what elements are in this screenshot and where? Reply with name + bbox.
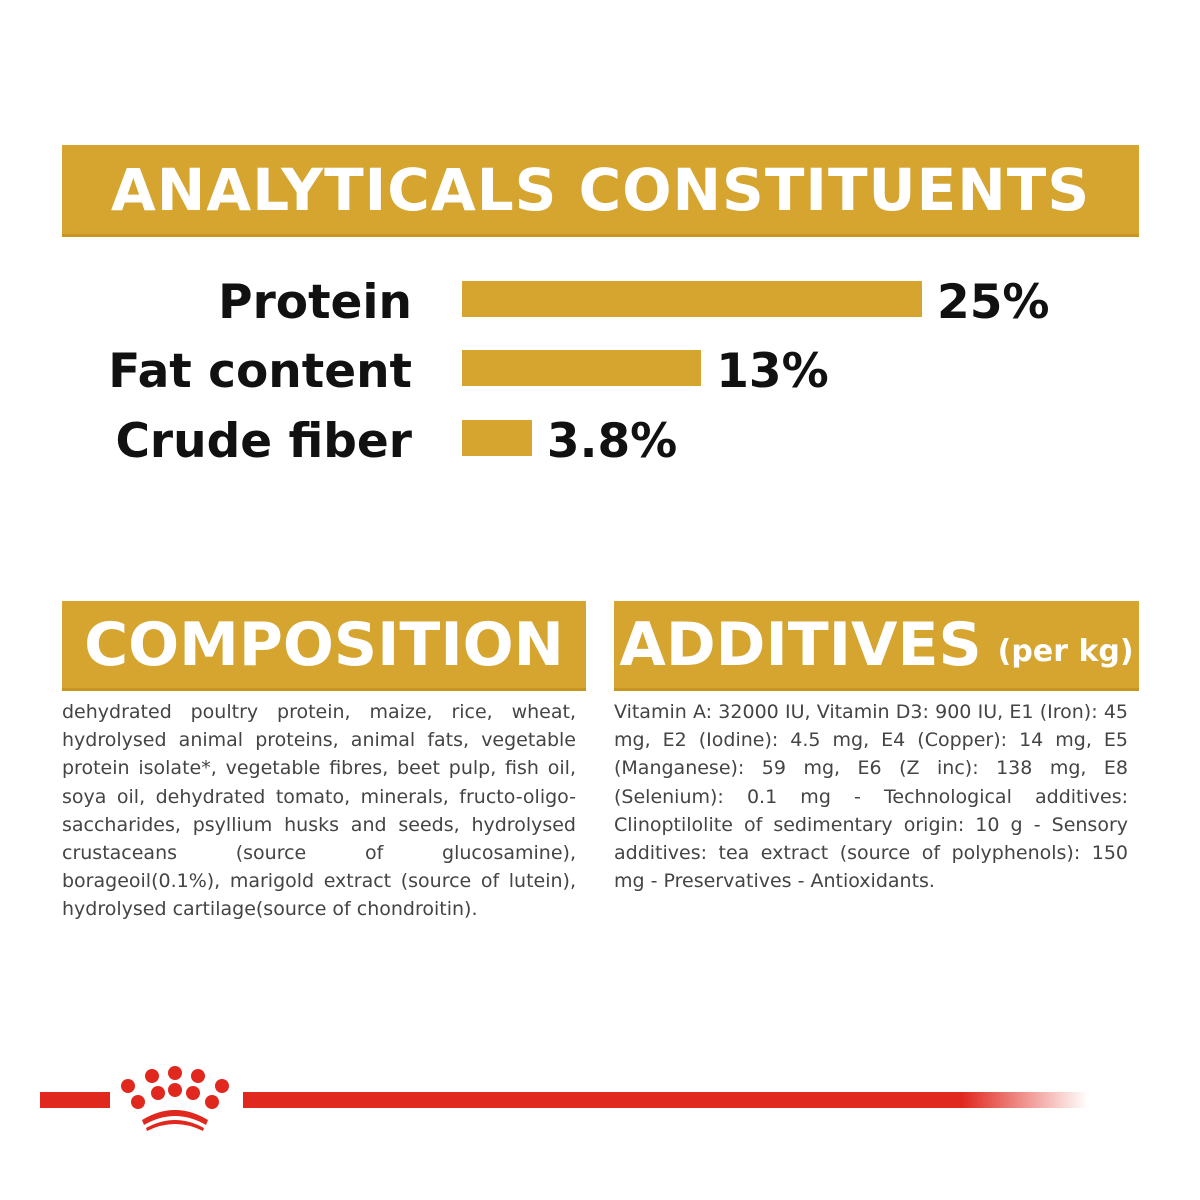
additives-text: Vitamin A: 32000 IU, Vitamin D3: 900 IU, E1 (Iron): 45 mg, E2 (Iodine): 4.5 mg, E4 (Copper): 14 mg, E5 (Manganese): 59 mg, E6 (Z inc): 138 mg, E8 (Selenium): 0.1 mg - Technological additives: Clinoptilolite of sedimentary origin: 10 g - Sensory additives: tea extract (source of polyphenols): 150 mg - Preservatives - Antioxidants. [614, 701, 1128, 893]
additives-banner [614, 601, 1139, 691]
constituent-bar [462, 281, 922, 317]
crown-logo-icon [121, 1066, 229, 1131]
constituent-value: 13% [716, 344, 829, 399]
additives-title: ADDITIVES [619, 609, 982, 680]
constituent-label: Fat content [108, 344, 412, 399]
constituent-value: 3.8% [546, 414, 678, 469]
additives-subtitle: (per kg) [997, 634, 1134, 669]
composition-text: dehydrated poultry protein, maize, rice, wheat, hydrolysed animal proteins, animal fats, vegetable protein isolate*, vegetable fibres, beet pulp, fish oil, soya oil, dehydrated tomato, minerals, fructo-oligo-saccharides, psyllium husks and seeds, hydrolysed crustaceans (source of glucosamine), borageoil(0.1%), marigold extract (source of lutein), hydrolysed cartilage(source of chondroitin). [62, 701, 576, 921]
constituent-value: 25% [937, 275, 1050, 330]
constituent-bar [462, 420, 532, 456]
red-line-left [40, 1092, 110, 1108]
red-line-right [243, 1092, 1088, 1108]
composition-title: COMPOSITION [84, 609, 564, 680]
constituent-bar [462, 350, 701, 386]
analytics-title: ANALYTICALS CONSTITUENTS [110, 155, 1091, 224]
constituent-row-fiber [0, 414, 1200, 469]
constituent-row-protein [0, 275, 1200, 330]
constituent-row-fat [0, 344, 1200, 399]
constituent-label: Crude fiber [115, 414, 412, 469]
constituent-label: Protein [218, 275, 412, 330]
footer-brand-line [0, 1060, 1200, 1140]
composition-banner [62, 601, 586, 691]
analytics-title-banner [62, 145, 1139, 237]
